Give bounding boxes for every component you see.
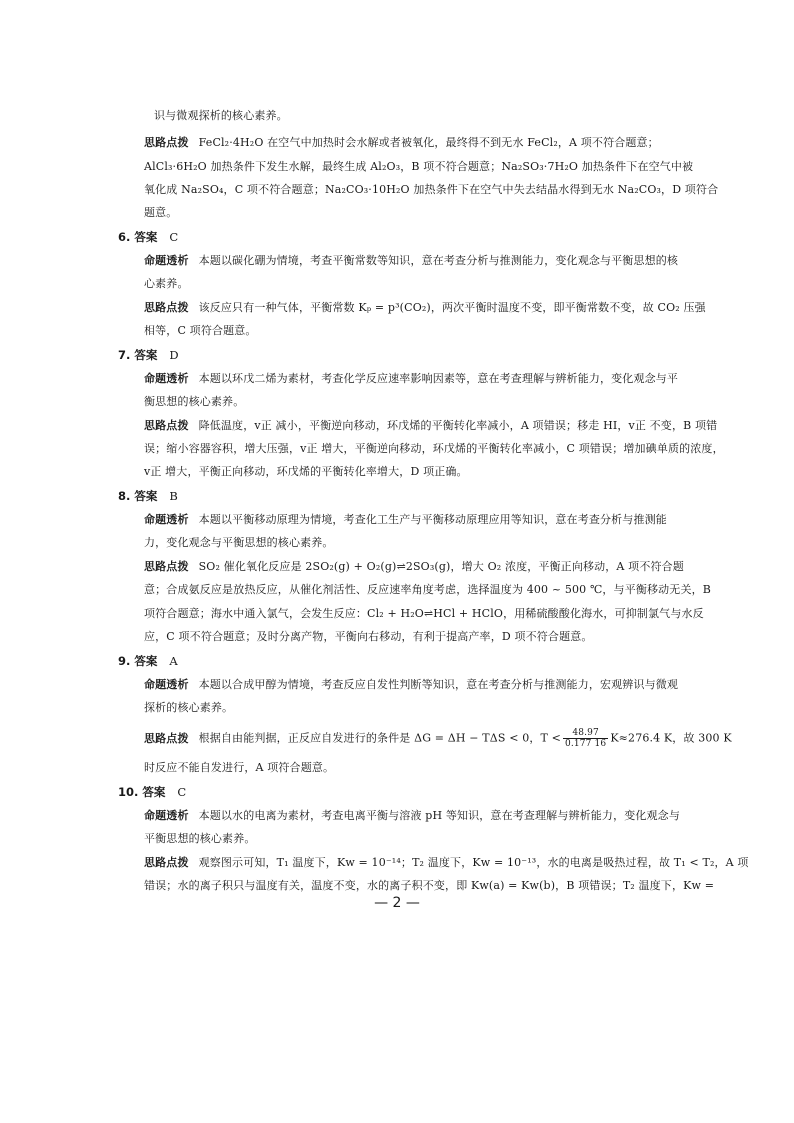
fraction: $\frac{48.97}{0.177 16}$ <box>565 728 607 749</box>
text-line: 思路点拨 该反应只有一种气体，平衡常数 Kₚ = p³(CO₂)，两次平衡时温度不变，即平衡常数不变，故 CO₂ 压强 <box>144 301 706 314</box>
text-line: 心素养。 <box>144 277 189 290</box>
question-7-answer: 7. 答案 D <box>118 348 179 362</box>
text-line: 命题透析 本题以水的电离为素材，考查电离平衡与溶液 pH 等知识，意在考查理解与辨析能力，变化观念与 <box>144 809 680 822</box>
text-line: 氧化成 Na₂SO₄，C 项不符合题意；Na₂CO₃·10H₂O 加热条件下在空气中失去结晶水得到无水 Na₂CO₃，D 项符合 <box>144 183 719 196</box>
text-line: 探析的核心素养。 <box>144 701 234 714</box>
text-line: 错误；水的离子积只与温度有关，温度不变，水的离子积不变，即 Kw(a) = Kw(b)，B 项错误；T₂ 温度下，Kw = <box>144 879 715 892</box>
question-6-answer: 6. 答案 C <box>118 230 179 244</box>
text-line: AlCl₃·6H₂O 加热条件下发生水解，最终生成 Al₂O₃，B 项不符合题意；Na₂SO₃·7H₂O 加热条件下在空气中被 <box>144 160 694 173</box>
text-line: 力，变化观念与平衡思想的核心素养。 <box>144 536 334 549</box>
text-line: 思路点拨 SO₂ 催化氧化反应是 2SO₂(g) + O₂(g)⇌2SO₃(g)，增大 O₂ 浓度，平衡正向移动，A 项不符合题 <box>144 560 684 573</box>
page-number: — 2 — <box>374 895 420 911</box>
text-line: 命题透析 本题以碳化硼为情境，考查平衡常数等知识，意在考查分析与推测能力，变化观念与平衡思想的核 <box>144 254 679 267</box>
text-line: 应，C 项不符合题意；及时分离产物，平衡向右移动，有利于提高产率，D 项不符合题意。 <box>144 630 593 643</box>
text-line: 命题透析 本题以环戊二烯为素材，考查化学反应速率影响因素等，意在考查理解与辨析能力，变化观念与平 <box>144 372 679 385</box>
text-line: 意；合成氨反应是放热反应，从催化剂活性、反应速率角度考虑，选择温度为 400 ~ 500 ℃，与平衡移动无关，B <box>144 583 711 596</box>
text-line: 思路点拨 降低温度，v正 减小，平衡逆向移动，环戊烯的平衡转化率减小，A 项错误；移走 HI，v正 不变，B 项错 <box>144 419 718 432</box>
text-line: 思路点拨 观察图示可知，T₁ 温度下，Kw = 10⁻¹⁴；T₂ 温度下，Kw = 10⁻¹³，水的电离是吸热过程，故 T₁ < T₂，A 项 <box>144 856 749 869</box>
text-line: 时反应不能自发进行，A 项符合题意。 <box>144 761 335 774</box>
text-line: 衡思想的核心素养。 <box>144 395 245 408</box>
text-line: 误；缩小容器容积，增大压强，v正 增大，平衡逆向移动，环戊烯的平衡转化率减小，C 项错误；增加碘单质的浓度， <box>144 442 724 455</box>
text-line: 相等，C 项符合题意。 <box>144 324 257 337</box>
text-line: 平衡思想的核心素养。 <box>144 832 256 845</box>
text-line: 题意。 <box>144 206 178 219</box>
text-line: 命题透析 本题以平衡移动原理为情境，考查化工生产与平衡移动原理应用等知识，意在考查分析与推测能 <box>144 513 667 526</box>
question-9-answer: 9. 答案 A <box>118 654 178 668</box>
text-line: 项符合题意；海水中通入氯气，会发生反应：Cl₂ + H₂O⇌HCl + HClO，用稀硫酸酸化海水，可抑制氯气与水反 <box>144 607 704 620</box>
formula-line: 思路点拨 根据自由能判据，正反应自发进行的条件是 ΔG = ΔH − TΔS < 0，T < $\frac{48.97}{0.177 16}$ K≈276.4 K，故 300 K <box>144 728 732 749</box>
question-10-answer: 10. 答案 C <box>118 785 187 799</box>
text-line: 识与微观探析的核心素养。 <box>154 109 288 122</box>
text-line: 命题透析 本题以合成甲醇为情境，考查反应自发性判断等知识，意在考查分析与推测能力，宏观辨识与微观 <box>144 678 679 691</box>
question-8-answer: 8. 答案 B <box>118 489 178 503</box>
text-line: v正 增大，平衡正向移动，环戊烯的平衡转化率增大，D 项正确。 <box>144 465 468 478</box>
text-line: 思路点拨 FeCl₂·4H₂O 在空气中加热时会水解或者被氧化，最终得不到无水 FeCl₂，A 项不符合题意； <box>144 136 659 149</box>
